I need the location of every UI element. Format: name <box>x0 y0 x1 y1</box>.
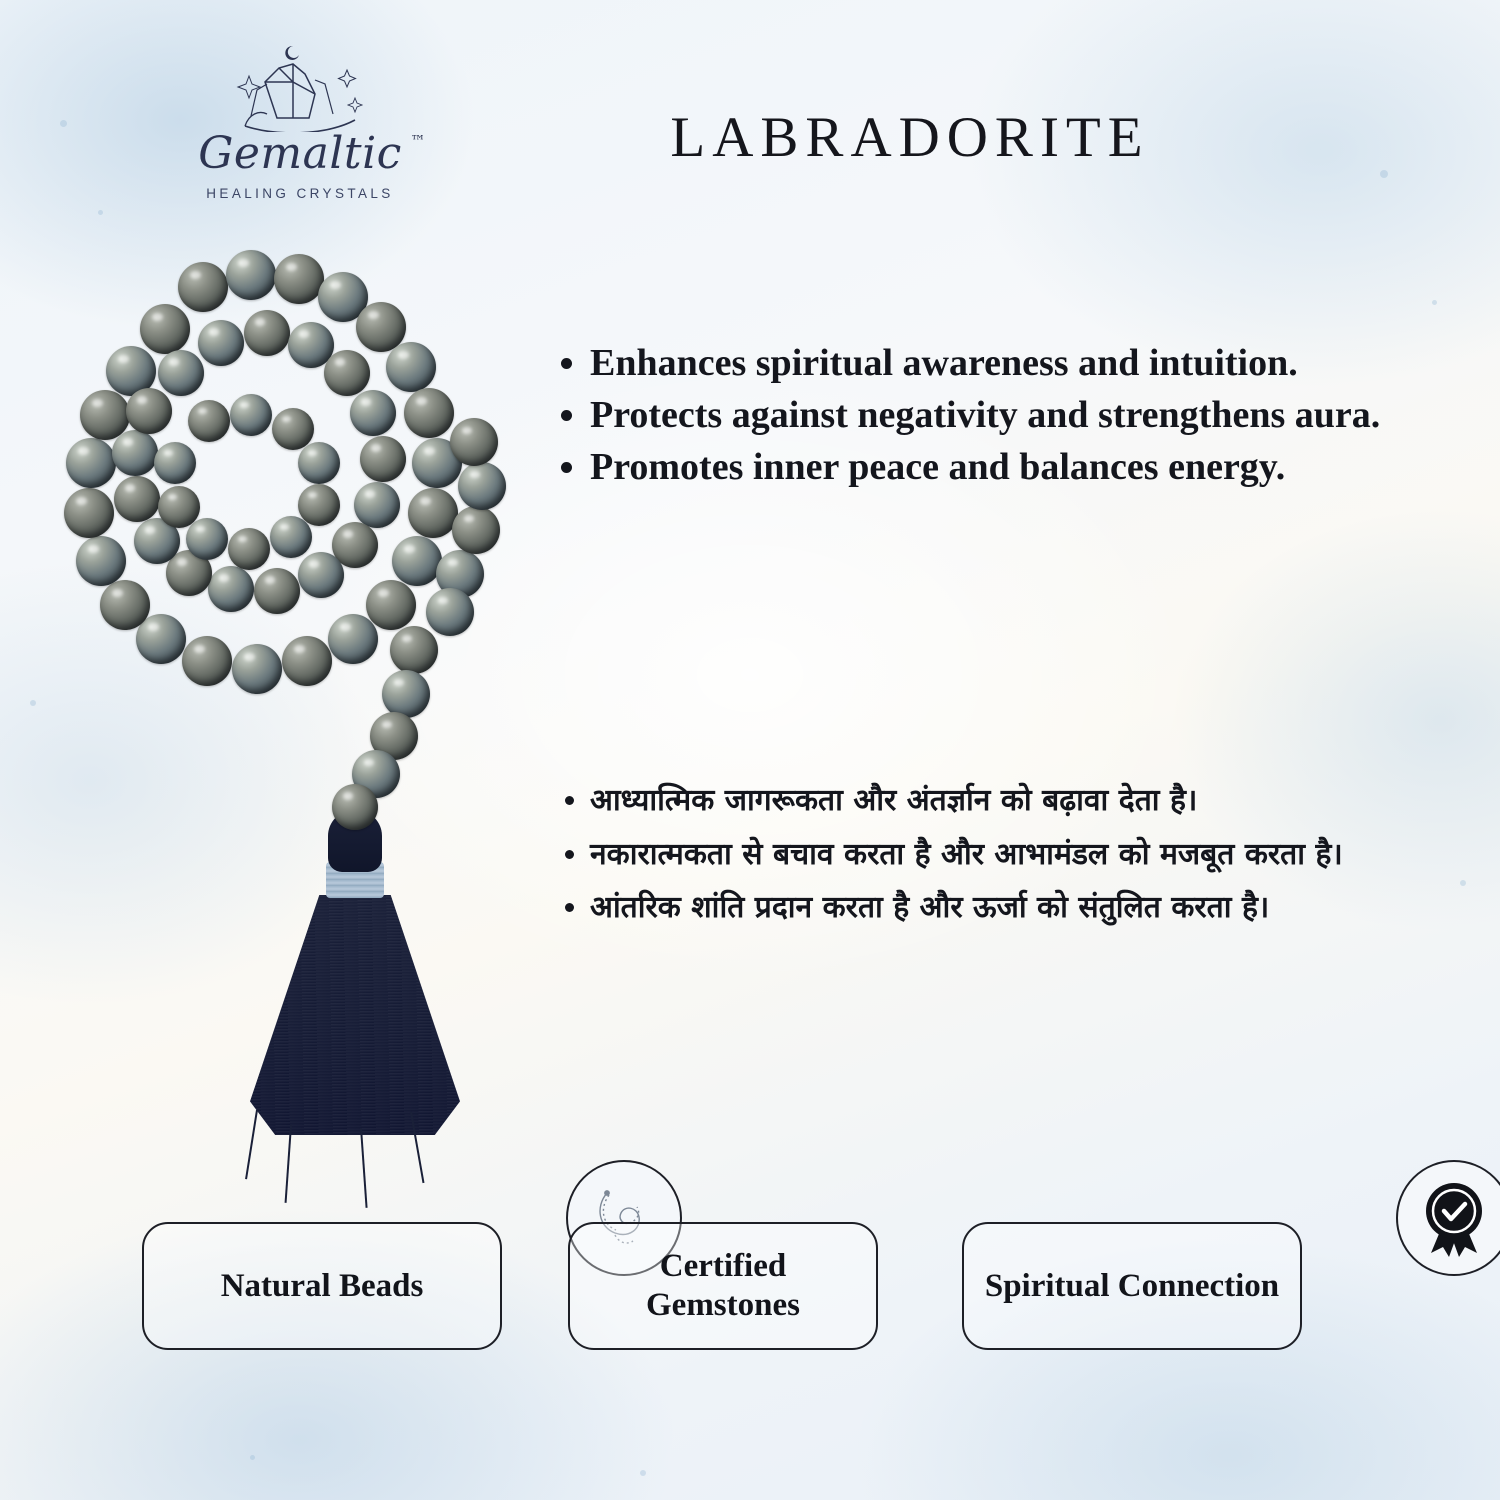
brand-tagline: HEALING CRYSTALS <box>206 186 394 201</box>
feature-label: Natural Beads <box>220 1267 424 1304</box>
brand-name <box>198 128 426 179</box>
speckle <box>640 1470 646 1476</box>
feature-label: Certified Gemstones <box>646 1248 800 1323</box>
benefit-item-hindi: • आध्यात्मिक जागरूकता और अंतर्ज्ञान को बढ़ावा देता है। <box>590 780 1458 823</box>
product-image <box>60 250 530 1180</box>
speckle <box>1380 170 1388 178</box>
benefit-item-hindi: • आंतरिक शांति प्रदान करता है और ऊर्जा को संतुलित करता है। <box>590 887 1458 930</box>
brand-logo <box>155 40 445 201</box>
speckle <box>1432 300 1437 305</box>
feature-certified-gemstones <box>568 1160 938 1323</box>
feature-spiritual-connection <box>962 1160 1362 1304</box>
feature-pill <box>568 1222 878 1350</box>
speckle <box>30 700 36 706</box>
benefit-item: • Promotes inner peace and balances energy. <box>590 444 1448 492</box>
feature-pill <box>962 1222 1302 1350</box>
benefits-list-english <box>548 340 1448 496</box>
crystal-cluster-icon <box>155 40 445 132</box>
certified-badge-icon <box>1396 1160 1500 1276</box>
benefit-item: • Protects against negativity and strengthens aura. <box>590 392 1448 440</box>
trademark-mark: ™ <box>410 132 426 150</box>
speckle <box>60 120 67 127</box>
speckle <box>250 1455 255 1460</box>
benefit-item-hindi: • नकारात्मकता से बचाव करता है और आभामंडल को मजबूत करता है। <box>590 834 1458 877</box>
feature-badges <box>0 1160 1500 1420</box>
feature-pill <box>142 1222 502 1350</box>
benefits-list-hindi <box>548 780 1458 941</box>
brand-name-text: Gemaltic <box>198 128 402 179</box>
speckle <box>1460 880 1466 886</box>
tassel-skirt <box>250 895 460 1135</box>
feature-label: Spiritual Connection <box>984 1267 1280 1304</box>
page-title: LABRADORITE <box>670 106 1150 169</box>
speckle <box>98 210 103 215</box>
feature-natural-beads <box>142 1160 562 1304</box>
benefit-item: • Enhances spiritual awareness and intuition. <box>590 340 1448 388</box>
